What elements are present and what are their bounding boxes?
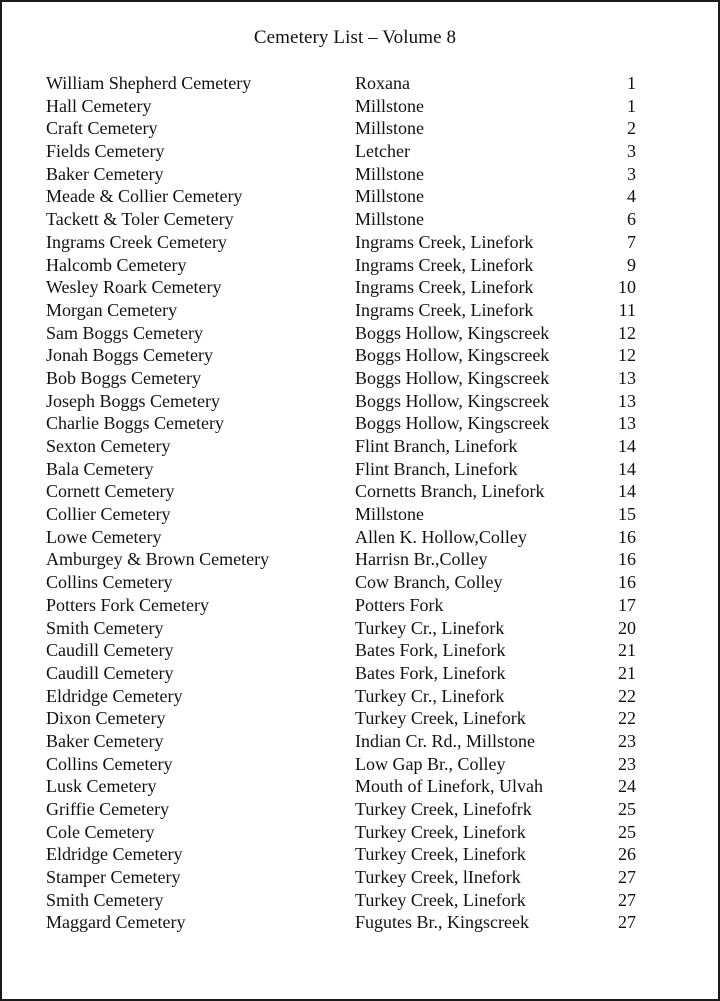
list-item <box>2 594 718 617</box>
list-item <box>2 617 718 640</box>
page-number: 13 <box>618 413 636 434</box>
cemetery-name: Hall Cemetery <box>46 95 152 116</box>
list-item <box>2 95 718 118</box>
cemetery-name: Eldridge Cemetery <box>46 685 183 706</box>
page-number: 21 <box>618 662 636 683</box>
cemetery-location: Potters Fork <box>355 594 444 615</box>
cemetery-location: Cow Branch, Colley <box>355 572 503 593</box>
page-number: 10 <box>618 277 636 298</box>
list-item <box>2 571 718 594</box>
cemetery-name: Caudill Cemetery <box>46 662 174 683</box>
cemetery-name: Baker Cemetery <box>46 730 164 751</box>
list-item <box>2 889 718 912</box>
list-item <box>2 526 718 549</box>
page-number: 2 <box>627 118 636 139</box>
cemetery-name: Dixon Cemetery <box>46 708 166 729</box>
list-item <box>2 117 718 140</box>
cemetery-location: Cornetts Branch, Linefork <box>355 481 545 502</box>
list-item <box>2 685 718 708</box>
cemetery-location: Harrisn Br.,Colley <box>355 549 488 570</box>
cemetery-name: Potters Fork Cemetery <box>46 594 209 615</box>
cemetery-location: Millstone <box>355 504 425 525</box>
page-number: 3 <box>627 141 636 162</box>
page-number: 27 <box>618 912 636 933</box>
cemetery-name: Bob Boggs Cemetery <box>46 367 201 388</box>
list-item <box>2 480 718 503</box>
cemetery-list <box>2 72 718 934</box>
cemetery-location: Flint Branch, Linefork <box>355 436 518 456</box>
page-number: 4 <box>627 186 636 207</box>
page-number: 16 <box>618 549 636 570</box>
list-item <box>2 140 718 163</box>
list-item <box>2 753 718 776</box>
cemetery-name: Fields Cemetery <box>46 141 165 162</box>
cemetery-name: Wesley Roark Cemetery <box>46 277 222 298</box>
cemetery-location: Turkey Creek, Linefork <box>355 821 526 842</box>
cemetery-name: Collier Cemetery <box>46 504 171 525</box>
cemetery-location: Boggs Hollow, Kingscreek <box>355 322 550 343</box>
cemetery-location: Flint Branch, Linefork <box>355 458 518 479</box>
list-item <box>2 843 718 866</box>
list-item <box>2 458 718 481</box>
page-number: 1 <box>627 73 636 93</box>
cemetery-name: Craft Cemetery <box>46 118 158 139</box>
page-number: 15 <box>618 504 636 525</box>
cemetery-location: Millstone <box>355 163 425 184</box>
page-number: 24 <box>618 776 636 797</box>
cemetery-location: Boggs Hollow, Kingscreek <box>355 367 550 388</box>
cemetery-location: Ingrams Creek, Linefork <box>355 254 534 275</box>
cemetery-name: Smith Cemetery <box>46 889 164 910</box>
cemetery-location: Boggs Hollow, Kingscreek <box>355 413 550 434</box>
list-item <box>2 821 718 844</box>
page-number: 12 <box>618 345 636 366</box>
page-number: 13 <box>618 367 636 388</box>
list-item <box>2 322 718 345</box>
list-item <box>2 503 718 526</box>
page-number: 23 <box>618 730 636 751</box>
cemetery-location: Millstone <box>355 209 425 230</box>
cemetery-name: Jonah Boggs Cemetery <box>46 345 213 366</box>
cemetery-location: Ingrams Creek, Linefork <box>355 277 534 298</box>
cemetery-location: Millstone <box>355 95 425 116</box>
page-number: 27 <box>618 889 636 910</box>
list-item <box>2 299 718 322</box>
page-number: 26 <box>618 844 636 865</box>
cemetery-name: Tackett & Toler Cemetery <box>46 209 234 230</box>
cemetery-name: Eldridge Cemetery <box>46 844 183 865</box>
cemetery-location: Turkey Cr., Linefork <box>355 685 505 706</box>
list-item <box>2 435 718 458</box>
page-number: 1 <box>627 95 636 116</box>
page-number: 7 <box>627 231 636 252</box>
cemetery-name: Morgan Cemetery <box>46 299 178 320</box>
cemetery-location: Ingrams Creek, Linefork <box>355 231 534 252</box>
cemetery-location: Millstone <box>355 118 425 139</box>
cemetery-location: Turkey Creek, Linefork <box>355 889 526 910</box>
page-number: 14 <box>618 458 636 479</box>
list-item <box>2 866 718 889</box>
list-item <box>2 367 718 390</box>
list-item <box>2 775 718 798</box>
list-item <box>2 707 718 730</box>
list-item <box>2 231 718 254</box>
page-number: 14 <box>618 481 636 502</box>
page-number: 25 <box>618 799 636 819</box>
list-item <box>2 390 718 413</box>
cemetery-name: Halcomb Cemetery <box>46 254 187 275</box>
list-item <box>2 798 718 821</box>
cemetery-name: Collins Cemetery <box>46 572 173 593</box>
list-item <box>2 662 718 685</box>
cemetery-name: Cole Cemetery <box>46 821 155 842</box>
page-number: 27 <box>618 867 636 888</box>
page-number: 16 <box>618 526 636 547</box>
list-item <box>2 254 718 277</box>
cemetery-location: Indian Cr. Rd., Millstone <box>355 730 535 751</box>
list-item <box>2 730 718 753</box>
page-number: 3 <box>627 163 636 184</box>
page-number: 6 <box>627 209 636 230</box>
page-number: 9 <box>627 254 636 275</box>
cemetery-name: Cornett Cemetery <box>46 481 175 502</box>
cemetery-location: Turkey Creek, Linefork <box>355 708 526 729</box>
list-item <box>2 208 718 231</box>
cemetery-location: Millstone <box>355 186 425 207</box>
cemetery-location: Letcher <box>355 141 410 162</box>
cemetery-location: Allen K. Hollow,Colley <box>355 526 527 547</box>
cemetery-location: Ingrams Creek, Linefork <box>355 299 534 320</box>
page-number: 17 <box>618 594 636 615</box>
cemetery-location: Low Gap Br., Colley <box>355 753 506 774</box>
cemetery-name: Collins Cemetery <box>46 753 173 774</box>
list-item <box>2 276 718 299</box>
list-item <box>2 72 718 95</box>
cemetery-name: Meade & Collier Cemetery <box>46 186 243 207</box>
cemetery-name: Caudill Cemetery <box>46 640 174 661</box>
page-number: 25 <box>618 821 636 842</box>
list-item <box>2 639 718 662</box>
list-item <box>2 185 718 208</box>
cemetery-location: Mouth of Linefork, Ulvah <box>355 776 543 797</box>
page-title: Cemetery List – Volume 8 <box>253 27 457 48</box>
cemetery-location: Turkey Creek, Linefork <box>355 844 526 865</box>
page-number: 13 <box>618 390 636 411</box>
page-number: 16 <box>618 572 636 593</box>
cemetery-location: Boggs Hollow, Kingscreek <box>355 390 550 411</box>
cemetery-name: Smith Cemetery <box>46 617 164 638</box>
cemetery-name: Ingrams Creek Cemetery <box>46 231 227 252</box>
list-item <box>2 548 718 571</box>
cemetery-name: Bala Cemetery <box>46 458 154 479</box>
list-item <box>2 412 718 435</box>
list-item <box>2 344 718 367</box>
cemetery-name: Sexton Cemetery <box>46 436 171 456</box>
cemetery-name: Maggard Cemetery <box>46 912 186 933</box>
page-number: 21 <box>618 640 636 661</box>
cemetery-location: Turkey Creek, Linefofrk <box>355 799 532 819</box>
cemetery-name: Joseph Boggs Cemetery <box>46 390 220 411</box>
cemetery-name: Lusk Cemetery <box>46 776 157 797</box>
cemetery-name: Sam Boggs Cemetery <box>46 322 203 343</box>
page-number: 12 <box>618 322 636 343</box>
cemetery-location: Bates Fork, Linefork <box>355 662 506 683</box>
cemetery-name: Charlie Boggs Cemetery <box>46 413 224 434</box>
cemetery-location: Bates Fork, Linefork <box>355 640 506 661</box>
cemetery-name: Baker Cemetery <box>46 163 164 184</box>
cemetery-location: Fugutes Br., Kingscreek <box>355 912 529 933</box>
page-number: 20 <box>618 617 636 638</box>
list-item <box>2 911 718 934</box>
page-number: 22 <box>618 708 636 729</box>
cemetery-location: Boggs Hollow, Kingscreek <box>355 345 550 366</box>
page-number: 14 <box>618 436 636 456</box>
cemetery-name: Lowe Cemetery <box>46 526 162 547</box>
page-number: 11 <box>618 299 636 320</box>
cemetery-location: Roxana <box>355 73 410 93</box>
list-item <box>2 163 718 186</box>
cemetery-name: Stamper Cemetery <box>46 867 181 888</box>
cemetery-name: Amburgey & Brown Cemetery <box>46 549 270 570</box>
cemetery-name: Griffie Cemetery <box>46 799 170 819</box>
cemetery-location: Turkey Cr., Linefork <box>355 617 505 638</box>
page-number: 23 <box>618 753 636 774</box>
cemetery-name: William Shepherd Cemetery <box>46 73 252 93</box>
cemetery-location: Turkey Creek, lInefork <box>355 867 521 888</box>
page-number: 22 <box>618 685 636 706</box>
